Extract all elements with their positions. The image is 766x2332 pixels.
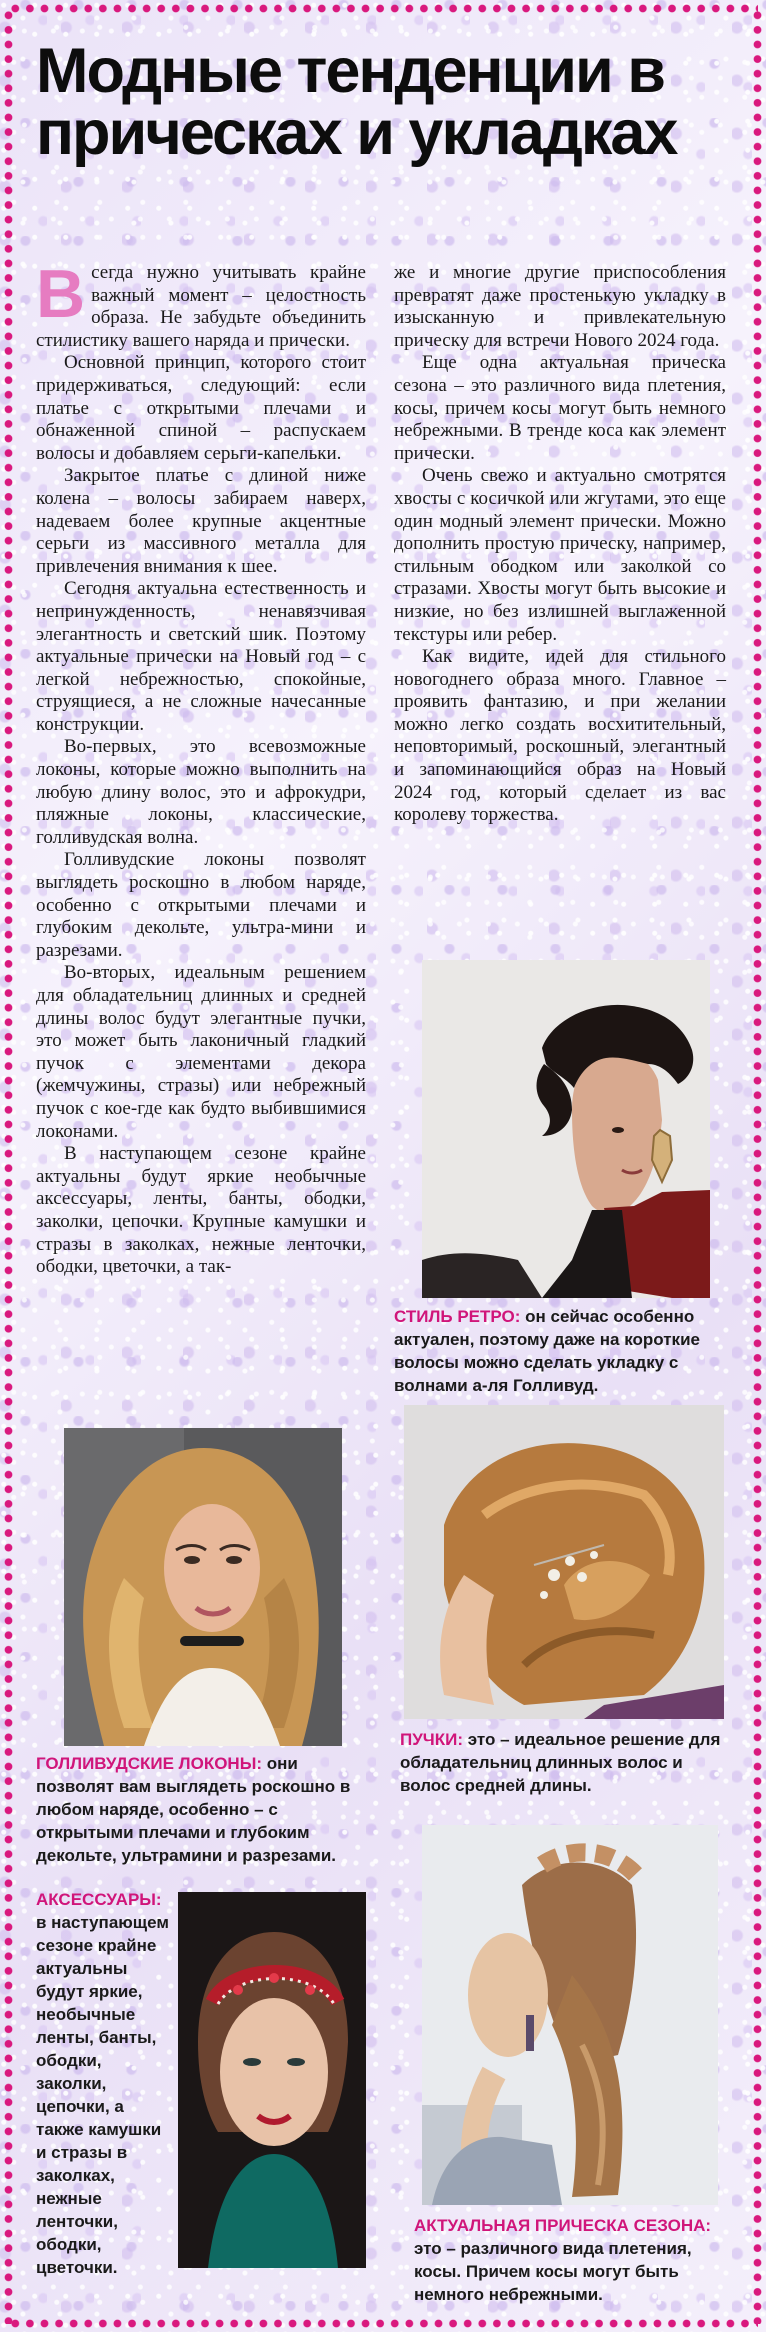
bun-photo	[404, 1405, 724, 1719]
hollywood-curls-photo	[64, 1428, 342, 1746]
border-dots-left	[4, 8, 13, 2324]
caption-text: он сейчас особенно актуален, поэтому даже на короткие волосы можно сделать укладку с волнами а-ля Голливуд.	[394, 1307, 700, 1395]
article-paragraph: Основной принцип, которого стоит придерживаться, следующий: если платье с открытыми плечами и обнаженной спиной – распускаем волосы и добавляем серьги-капельки.	[36, 352, 366, 464]
caption-text: это – различного вида плетения, косы. Причем косы могут быть немного небрежными.	[414, 2239, 692, 2304]
paragraph-text: сегда нужно учитывать крайне важный момент – целостность образа. Не забудьте объединить стилистику вашего наряда и прически.	[36, 262, 366, 351]
article-paragraph: Очень свежо и актуально смотрятся хвосты с косичкой или жгутами, это еще один модный элемент прически. Можно дополнить простую прическу, например, стильным ободком или заколкой со стразами. Хвосты могут быть высокие и низкие, но без излишней выглаженной текстуры или ребер.	[394, 465, 726, 645]
caption-lead: АКТУАЛЬНАЯ ПРИЧЕСКА СЕЗОНА:	[414, 2216, 712, 2235]
headband-photo	[178, 1892, 366, 2268]
caption-text: в наступающем сезоне крайне актуальны будут яркие, необычные ленты, банты, ободки, заколки, цепочки, а также камушки и стразы в заколках, нежные ленточки, ободки, цветочки.	[36, 1913, 169, 2277]
article-paragraph: Голливудские локоны позволят выглядеть роскошно в любом наряде, особенно с открытыми плечами и глубоким декольте, ультра-мини и разрезами.	[36, 849, 366, 961]
article-paragraph: Еще одна актуальная прическа сезона – это различного вида плетения, косы, причем косы могут быть немного небрежными. В тренде коса как элемент прически.	[394, 352, 726, 464]
article-paragraph: Как видите, идей для стильного новогоднего образа много. Главное – проявить фантазию, и при желании можно легко создать восхитительный, неповторимый, роскошный, элегантный и запоминающийся образ на Новый 2024 год, который сделает из вас королеву торжества.	[394, 646, 726, 826]
buns-caption	[400, 1728, 730, 1797]
article-paragraph: В наступающем сезоне крайне актуальны будут яркие необычные аксессуары, ленты, банты, ободки, заколки, цепочки. Крупные камушки и стразы в заколках, нежные ленточки, ободки, цветочки, а так-	[36, 1143, 366, 1278]
caption-lead: ПУЧКИ:	[400, 1730, 463, 1749]
braid-ponytail-photo	[422, 1825, 718, 2205]
accessories-caption	[36, 1888, 170, 2279]
article-paragraph: Во-первых, это всевозможные локоны, которые можно выполнить на любую длину волос, это и афрокудри, пляжные локоны, классические, голливудская волна.	[36, 736, 366, 848]
caption-lead: ГОЛЛИВУДСКИЕ ЛОКОНЫ:	[36, 1754, 263, 1773]
article-paragraph: Закрытое платье с длиной ниже колена – волосы забираем наверх, надеваем более крупные акцентные серьги из массивного металла для привлечения внимания к шее.	[36, 465, 366, 577]
article-title: Модные тенденции в прическах и укладках	[36, 36, 677, 168]
article-paragraph: Сегодня актуальна естественность и непринужденность, ненавязчивая элегантность и светский шик. Поэтому актуальные прически на Новый год – с легкой небрежностью, спокойные, струящиеся, а не сложные начесанные конструкции.	[36, 578, 366, 735]
caption-lead: АКСЕССУАРЫ:	[36, 1890, 162, 1909]
retro-waves-photo	[422, 960, 710, 1298]
drop-cap: В	[36, 256, 86, 332]
border-dots-right	[753, 8, 762, 2324]
border-dots-top	[8, 4, 758, 13]
caption-lead: СТИЛЬ РЕТРО:	[394, 1307, 521, 1326]
article-paragraph: же и многие другие приспособления превратят даже простенькую укладку в изысканную и привлекательную прическу для встречи Нового 2024 года.	[394, 262, 726, 351]
retro-caption	[394, 1305, 734, 1397]
article-paragraph	[36, 256, 366, 352]
hollywood-caption	[36, 1752, 376, 1867]
caption-text: это – идеальное решение для обладательниц длинных волос и волос средней длины.	[400, 1730, 721, 1795]
season-caption	[414, 2214, 730, 2306]
caption-text: они позволят вам выглядеть роскошно в любом наряде, особенно – с открытыми плечами и глубоким декольте, ультрамини и разрезами.	[36, 1754, 351, 1865]
border-dots-bottom	[8, 2319, 758, 2328]
article-column-2	[394, 262, 726, 827]
article-column-1	[36, 256, 366, 1279]
article-paragraph: Во-вторых, идеальным решением для обладательниц длинных и средней длины волос будут элегантные пучки, это может быть лаконичный гладкий пучок с элементами декора (жемчужины, стразы) или небрежный пучок с кое-где как будто выбившимися локонами.	[36, 962, 366, 1142]
